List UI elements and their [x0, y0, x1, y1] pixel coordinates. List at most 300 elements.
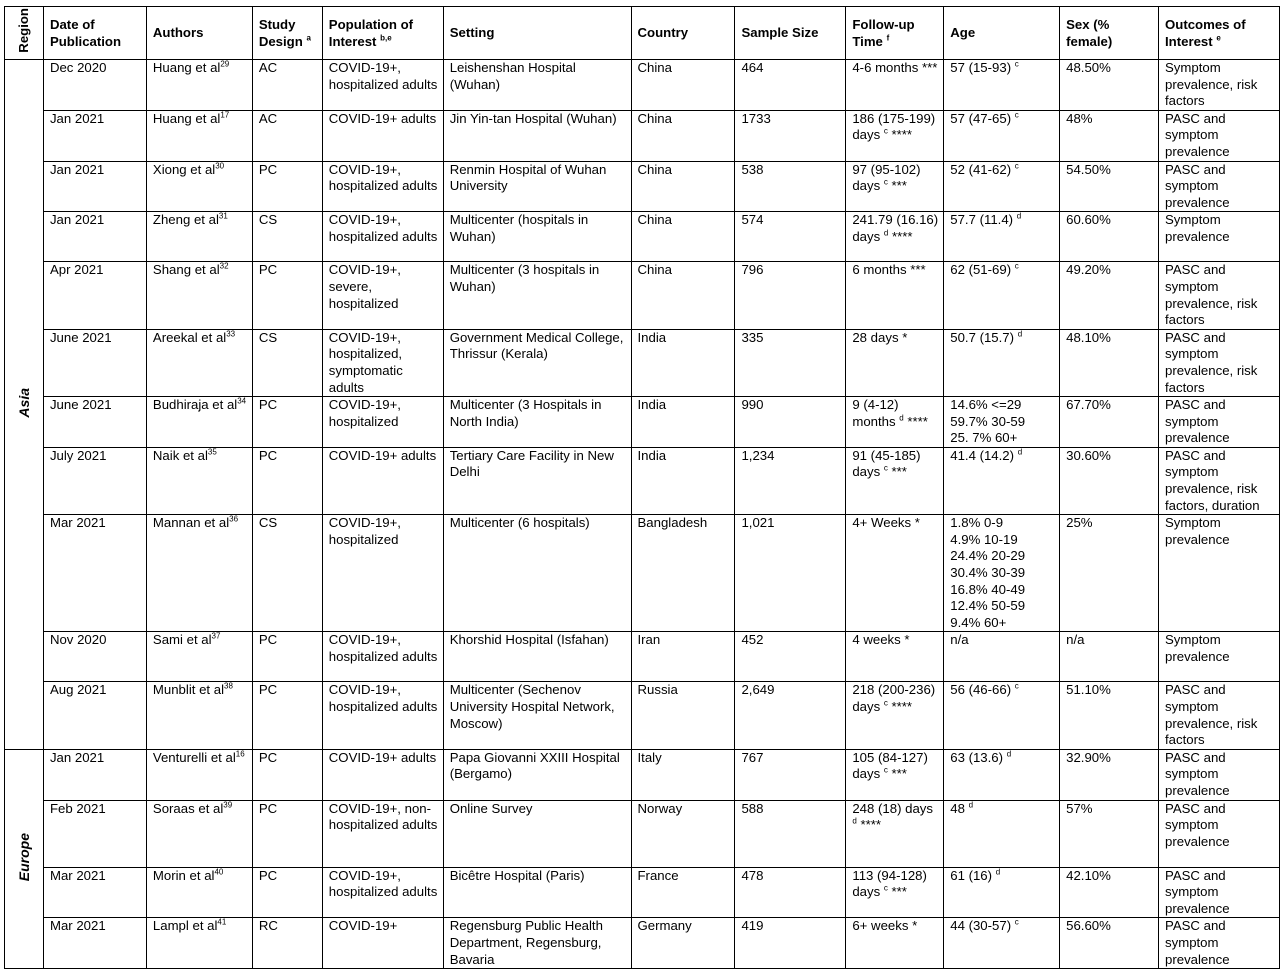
author-name: Venturelli et al [152, 749, 236, 765]
author-name: Shang et al [152, 262, 220, 278]
sample-size-cell: 574 [735, 212, 846, 262]
sex-cell: 49.20% [1060, 262, 1159, 329]
followup-value: 186 (175-199) days [852, 110, 936, 143]
setting-cell: Leishenshan Hospital (Wuhan) [443, 60, 631, 111]
study-table-container [4, 6, 1280, 969]
header-population: Population of Interest $^{b,e}$ [322, 7, 443, 60]
age-note: c [1014, 261, 1019, 271]
authors-cell [146, 329, 252, 396]
table-row [5, 212, 1280, 262]
age-bracket-line: 25. 7% 60+ [950, 430, 1018, 446]
sex-cell: 25% [1060, 515, 1159, 632]
population-cell: COVID-19+, hospitalized adults [322, 60, 443, 111]
authors-cell [146, 632, 252, 682]
sample-size-cell: 1,021 [735, 515, 846, 632]
age-cell [944, 918, 1060, 969]
design-cell: PC [252, 632, 322, 682]
age-value: 57 (15-93) [950, 60, 1012, 75]
table-row [5, 632, 1280, 682]
population-cell: COVID-19+, hospitalized adults [322, 682, 443, 749]
authors-cell [146, 749, 252, 800]
sex-cell: 51.10% [1060, 682, 1159, 749]
author-name: Xiong et al [152, 161, 216, 177]
sample-size-cell: 1,234 [735, 447, 846, 514]
outcomes-cell: PASC and symptom prevalence [1159, 800, 1280, 867]
date-cell: June 2021 [43, 329, 146, 396]
country-cell: Germany [631, 918, 735, 969]
date-cell: Mar 2021 [43, 867, 146, 918]
author-name: Naik et al [152, 447, 208, 463]
setting-cell: Khorshid Hospital (Isfahan) [443, 632, 631, 682]
authors-cell [146, 397, 252, 448]
date-cell: Jan 2021 [43, 161, 146, 212]
population-cell: COVID-19+ adults [322, 447, 443, 514]
author-reference: 41 [217, 917, 227, 927]
sample-size-cell: 990 [735, 397, 846, 448]
followup-note: $^d$ **** [852, 816, 881, 833]
header-country: Country [631, 7, 735, 60]
setting-cell: Multicenter (Sechenov University Hospital Network, Moscow) [443, 682, 631, 749]
age-value: 56 (46-66) [950, 682, 1012, 698]
outcomes-cell: Symptom prevalence [1159, 212, 1280, 262]
table-row [5, 447, 1280, 514]
population-cell: COVID-19+, hospitalized adults [322, 867, 443, 918]
date-cell: Dec 2020 [43, 60, 146, 111]
country-cell: Norway [631, 800, 735, 867]
header-followup: Follow-up Time $^f$ [846, 7, 944, 60]
author-reference: 36 [229, 514, 239, 524]
table-row [5, 262, 1280, 329]
outcomes-cell: Symptom prevalence [1159, 515, 1280, 632]
followup-note: $^d$ **** [883, 228, 913, 244]
sex-cell: 32.90% [1060, 749, 1159, 800]
sex-cell: 30.60% [1060, 447, 1159, 514]
sample-size-cell: 478 [735, 867, 846, 918]
author-name: Areekal et al [152, 329, 227, 345]
author-reference: 30 [215, 161, 225, 171]
header-outcomes: Outcomes of Interest $^e$ [1159, 7, 1280, 60]
followup-note-letter: c [883, 177, 888, 187]
date-cell: Mar 2021 [43, 918, 146, 969]
setting-cell: Bicêtre Hospital (Paris) [443, 867, 631, 918]
design-cell: PC [252, 682, 322, 749]
sex-cell: 60.60% [1060, 212, 1159, 262]
outcomes-cell: PASC and symptom prevalence, risk factors [1159, 329, 1280, 396]
age-bracket-line: 12.4% 50-59 [950, 598, 1026, 614]
followup-cell [846, 110, 944, 161]
country-cell: France [631, 867, 735, 918]
population-cell: COVID-19+, hospitalized adults [322, 161, 443, 212]
sex-cell: 54.50% [1060, 161, 1159, 212]
followup-value: 113 (94-128) days [852, 867, 927, 900]
population-cell: COVID-19+, non-hospitalized adults [322, 800, 443, 867]
country-cell: China [631, 262, 735, 329]
age-distribution [950, 515, 1055, 631]
design-cell: AC [252, 110, 322, 161]
followup-cell [846, 515, 944, 632]
design-cell: RC [252, 918, 322, 969]
followup-note-letter: d [852, 816, 857, 826]
age-value: 48 [950, 800, 965, 816]
outcomes-cell: PASC and symptom prevalence [1159, 867, 1280, 918]
age-cell [944, 161, 1060, 212]
author-name: Munblit et al [152, 682, 225, 698]
followup-cell [846, 867, 944, 918]
country-cell: Russia [631, 682, 735, 749]
table-row [5, 161, 1280, 212]
population-cell: COVID-19+, severe, hospitalized [322, 262, 443, 329]
age-note: d [1006, 749, 1012, 759]
followup-note: *** [910, 262, 926, 278]
age-value: 52 (41-62) [950, 161, 1012, 177]
followup-cell [846, 262, 944, 329]
population-cell: COVID-19+, hospitalized adults [322, 632, 443, 682]
table-row [5, 397, 1280, 448]
age-value: 57.7 (11.4) [950, 212, 1014, 228]
table-row [5, 918, 1280, 969]
outcomes-cell: PASC and symptom prevalence, risk factors [1159, 262, 1280, 329]
followup-value: 6+ weeks * [852, 918, 918, 934]
country-cell: India [631, 397, 735, 448]
age-note: c [1014, 682, 1019, 692]
country-cell: Italy [631, 749, 735, 800]
age-cell [944, 262, 1060, 329]
age-note: d [968, 800, 974, 810]
table-row [5, 60, 1280, 111]
age-value: 50.7 (15.7) [950, 329, 1015, 345]
age-bracket-line: 24.4% 20-29 [950, 548, 1026, 564]
followup-value: 4 weeks * [852, 632, 910, 648]
sample-size-cell: 419 [735, 918, 846, 969]
author-name: Budhiraja et al [152, 397, 238, 413]
setting-cell: Tertiary Care Facility in New Delhi [443, 447, 631, 514]
followup-value: 9 (4-12) months [852, 397, 899, 429]
followup-note-letter: c [883, 883, 888, 893]
country-cell: China [631, 212, 735, 262]
table-row [5, 682, 1280, 749]
date-cell: Apr 2021 [43, 262, 146, 329]
date-cell: Jan 2021 [43, 212, 146, 262]
outcomes-cell: PASC and symptom prevalence [1159, 161, 1280, 212]
outcomes-cell: PASC and symptom prevalence [1159, 397, 1280, 448]
outcomes-cell: Symptom prevalence, risk factors [1159, 60, 1280, 111]
followup-note-letter: c [883, 464, 888, 474]
followup-value: 4-6 months [852, 60, 919, 75]
followup-note: $^c$ *** [883, 765, 907, 782]
authors-cell [146, 515, 252, 632]
followup-note: $^c$ *** [883, 464, 907, 480]
age-value: 63 (13.6) [950, 749, 1004, 765]
sample-size-cell: 767 [735, 749, 846, 800]
setting-cell: Multicenter (hospitals in Wuhan) [443, 212, 631, 262]
design-cell: CS [252, 515, 322, 632]
country-cell: India [631, 329, 735, 396]
followup-cell [846, 632, 944, 682]
followup-note: $^d$ **** [899, 413, 928, 429]
sample-size-cell: 538 [735, 161, 846, 212]
country-cell: China [631, 161, 735, 212]
age-bracket-line: 9.4% 60+ [950, 614, 1007, 630]
design-cell: PC [252, 397, 322, 448]
outcomes-cell: PASC and symptom prevalence [1159, 918, 1280, 969]
age-cell [944, 749, 1060, 800]
age-bracket-line: 1.8% 0-9 [950, 515, 1004, 531]
header-setting: Setting [443, 7, 631, 60]
date-cell: June 2021 [43, 397, 146, 448]
followup-note: $^c$ *** [883, 177, 907, 194]
authors-cell [146, 161, 252, 212]
design-cell: PC [252, 867, 322, 918]
country-cell: China [631, 60, 735, 111]
followup-cell [846, 161, 944, 212]
date-cell: Jan 2021 [43, 749, 146, 800]
date-cell: Mar 2021 [43, 515, 146, 632]
population-cell: COVID-19+ adults [322, 110, 443, 161]
followup-note-letter: c [883, 698, 888, 708]
age-distribution [950, 397, 1055, 447]
author-reference: 35 [207, 447, 217, 457]
authors-cell [146, 800, 252, 867]
followup-cell [846, 447, 944, 514]
header-sex: Sex (% female) [1060, 7, 1159, 60]
header-region: Region [5, 7, 44, 60]
sex-cell: 67.70% [1060, 397, 1159, 448]
author-reference: 34 [237, 396, 247, 406]
outcomes-cell: PASC and symptom prevalence, risk factors [1159, 682, 1280, 749]
date-cell: July 2021 [43, 447, 146, 514]
authors-cell [146, 110, 252, 161]
followup-value: 97 (95-102) days [852, 161, 921, 194]
author-name: Mannan et al [152, 515, 230, 531]
design-cell: CS [252, 329, 322, 396]
age-bracket-line: 14.6% <=29 [950, 397, 1022, 413]
region-cell [5, 60, 44, 750]
followup-value: 248 (18) days [852, 800, 933, 816]
header-sample-size: Sample Size [735, 7, 846, 60]
design-cell: PC [252, 262, 322, 329]
authors-cell [146, 212, 252, 262]
sex-cell: n/a [1060, 632, 1159, 682]
setting-cell: Renmin Hospital of Wuhan University [443, 161, 631, 212]
setting-cell: Multicenter (3 hospitals in Wuhan) [443, 262, 631, 329]
followup-note-letter: c [883, 126, 888, 136]
date-cell: Aug 2021 [43, 682, 146, 749]
setting-cell: Regensburg Public Health Department, Regensburg, Bavaria [443, 918, 631, 969]
age-cell [944, 329, 1060, 396]
authors-cell [146, 262, 252, 329]
design-cell: CS [252, 212, 322, 262]
age-cell [944, 447, 1060, 514]
design-cell: PC [252, 447, 322, 514]
table-row [5, 110, 1280, 161]
followup-value: 218 (200-236) days [852, 682, 936, 714]
design-cell: AC [252, 60, 322, 111]
region-label: Asia [15, 387, 32, 418]
followup-note: $^c$ **** [883, 126, 913, 143]
author-name: Morin et al [152, 867, 215, 883]
table-row [5, 515, 1280, 632]
age-note: c [1014, 110, 1019, 120]
age-cell [944, 632, 1060, 682]
sex-cell: 48.10% [1060, 329, 1159, 396]
age-note: c [1014, 161, 1019, 171]
age-bracket-line: 30.4% 30-39 [950, 565, 1026, 581]
age-value: 61 (16) [950, 867, 993, 883]
age-value: 62 (51-69) [950, 262, 1012, 278]
followup-note-letter: c [883, 765, 888, 775]
followup-cell [846, 212, 944, 262]
sample-size-cell: 464 [735, 60, 846, 111]
age-cell [944, 397, 1060, 448]
followup-cell [846, 682, 944, 749]
followup-cell [846, 918, 944, 969]
authors-cell [146, 867, 252, 918]
author-reference: 29 [220, 59, 230, 69]
author-reference: 39 [223, 800, 233, 810]
region-label: Europe [15, 833, 32, 882]
author-reference: 31 [218, 211, 228, 221]
followup-value: 6 months [852, 262, 907, 278]
population-cell: COVID-19+, hospitalized [322, 397, 443, 448]
followup-cell [846, 397, 944, 448]
followup-note: $^c$ *** [883, 883, 907, 900]
followup-value: 241.79 (16.16) days [852, 212, 939, 244]
followup-cell [846, 749, 944, 800]
followup-value: 4+ Weeks * [852, 515, 920, 531]
header-row [5, 7, 1280, 60]
age-bracket-line: 59.7% 30-59 [950, 413, 1026, 429]
age-value: 57 (47-65) [950, 110, 1012, 126]
sample-size-cell: 2,649 [735, 682, 846, 749]
sample-size-cell: 452 [735, 632, 846, 682]
population-cell: COVID-19+, hospitalized, symptomatic adults [322, 329, 443, 396]
setting-cell: Multicenter (3 Hospitals in North India) [443, 397, 631, 448]
study-characteristics-table [4, 6, 1280, 969]
sex-cell: 48.50% [1060, 60, 1159, 111]
age-note: d [1016, 211, 1022, 221]
country-cell: China [631, 110, 735, 161]
age-note: c [1014, 917, 1019, 927]
header-date: Date of Publication [43, 7, 146, 60]
age-cell [944, 682, 1060, 749]
date-cell: Feb 2021 [43, 800, 146, 867]
table-row [5, 867, 1280, 918]
sex-cell: 42.10% [1060, 867, 1159, 918]
country-cell: India [631, 447, 735, 514]
age-note: d [1017, 329, 1023, 339]
author-name: Huang et al [152, 60, 221, 75]
age-note: d [995, 867, 1001, 877]
author-name: Zheng et al [152, 212, 219, 228]
followup-value: 105 (84-127) days [852, 749, 928, 782]
age-bracket-line: 16.8% 40-49 [950, 581, 1026, 597]
header-age: Age [944, 7, 1060, 60]
table-row [5, 329, 1280, 396]
age-cell [944, 515, 1060, 632]
sample-size-cell: 335 [735, 329, 846, 396]
followup-note: $^c$ **** [883, 698, 913, 714]
age-cell [944, 110, 1060, 161]
followup-note-letter: d [883, 228, 889, 238]
followup-cell [846, 60, 944, 111]
author-reference: 32 [219, 261, 229, 271]
followup-value: 28 days * [852, 329, 908, 345]
setting-cell: Papa Giovanni XXIII Hospital (Bergamo) [443, 749, 631, 800]
setting-cell: Jin Yin-tan Hospital (Wuhan) [443, 110, 631, 161]
followup-cell [846, 800, 944, 867]
author-reference: 37 [211, 632, 221, 642]
date-cell: Jan 2021 [43, 110, 146, 161]
followup-note-letter: d [899, 413, 904, 423]
setting-cell: Multicenter (6 hospitals) [443, 515, 631, 632]
population-cell: COVID-19+, hospitalized adults [322, 212, 443, 262]
author-reference: 38 [224, 682, 233, 692]
age-cell [944, 212, 1060, 262]
country-cell: Iran [631, 632, 735, 682]
author-name: Lampl et al [152, 918, 218, 934]
age-note: d [1017, 447, 1023, 457]
date-cell: Nov 2020 [43, 632, 146, 682]
design-cell: PC [252, 749, 322, 800]
population-cell: COVID-19+ adults [322, 749, 443, 800]
sample-size-cell: 796 [735, 262, 846, 329]
design-cell: PC [252, 161, 322, 212]
age-cell [944, 867, 1060, 918]
age-cell [944, 60, 1060, 111]
sex-cell: 56.60% [1060, 918, 1159, 969]
followup-cell [846, 329, 944, 396]
header-authors: Authors [146, 7, 252, 60]
population-cell: COVID-19+, hospitalized [322, 515, 443, 632]
region-cell [5, 749, 44, 969]
authors-cell [146, 682, 252, 749]
age-bracket-line: 4.9% 10-19 [950, 531, 1018, 547]
header-design: Study Design $^a$ [252, 7, 322, 60]
followup-value: 91 (45-185) days [852, 447, 921, 480]
authors-cell [146, 447, 252, 514]
author-reference: 17 [220, 110, 230, 120]
outcomes-cell: PASC and symptom prevalence [1159, 749, 1280, 800]
author-reference: 40 [214, 867, 224, 877]
table-row [5, 800, 1280, 867]
setting-cell: Online Survey [443, 800, 631, 867]
setting-cell: Government Medical College, Thrissur (Kerala) [443, 329, 631, 396]
author-name: Huang et al [152, 110, 221, 126]
outcomes-cell: PASC and symptom prevalence [1159, 110, 1280, 161]
sex-cell: 48% [1060, 110, 1159, 161]
authors-cell [146, 918, 252, 969]
outcomes-cell: Symptom prevalence [1159, 632, 1280, 682]
author-name: Soraas et al [152, 800, 224, 816]
author-name: Sami et al [152, 632, 212, 648]
followup-note: *** [922, 60, 938, 75]
age-value: n/a [950, 632, 969, 648]
age-note: c [1014, 59, 1019, 69]
author-reference: 33 [226, 329, 236, 339]
design-cell: PC [252, 800, 322, 867]
population-cell: COVID-19+ [322, 918, 443, 969]
table-row [5, 749, 1280, 800]
outcomes-cell: PASC and symptom prevalence, risk factors, duration [1159, 447, 1280, 514]
author-reference: 16 [235, 749, 245, 759]
authors-cell [146, 60, 252, 111]
sample-size-cell: 1733 [735, 110, 846, 161]
country-cell: Bangladesh [631, 515, 735, 632]
age-cell [944, 800, 1060, 867]
age-value: 44 (30-57) [950, 918, 1012, 934]
age-value: 41.4 (14.2) [950, 447, 1015, 463]
sample-size-cell: 588 [735, 800, 846, 867]
